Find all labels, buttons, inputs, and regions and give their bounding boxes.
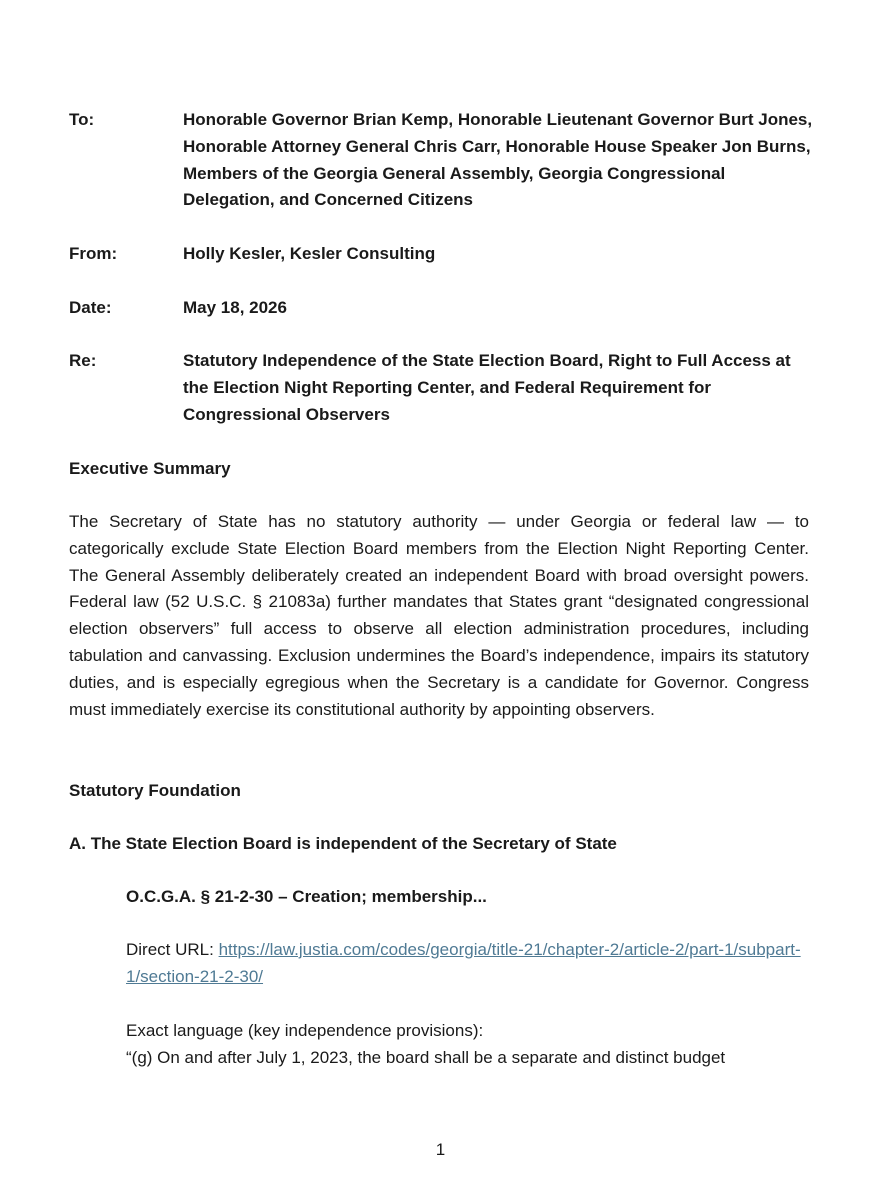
executive-summary-body: The Secretary of State has no statutory authority — under Georgia or federal law — to categorically exclude State Election Board members from the Election Night Reporting Center. The General Assembly deliberately created an independent Board with broad oversight powers. Federal law (52 U.S.C. § 21083a) further mandates that States grant “designated congressional election observers” full access to observe all election administration procedures, including tabulation and canvassing. Exclusion undermines the Board’s independence, impairs its statutory duties, and is especially egregious when the Secretary is a candidate for Governor. Congress must immediately exercise its constitutional authority by appointing observers. [69,512,809,719]
quote-start-text: “(g) On and after July 1, 2023, the board shall be a separate and distinct budget [126,1048,726,1067]
memo-from-value: Holly Kesler, Kesler Consulting [183,244,436,263]
executive-summary-heading: Executive Summary [69,459,231,478]
exact-language-label: Exact language (key independence provisions): [126,1021,484,1040]
memo-to-value: Honorable Governor Brian Kemp, Honorable Lieutenant Governor Burt Jones, Honorable Attorney General Chris Carr, Honorable House Speaker Jon Burns, Members of the Georgia General Assembly, Georgia Congressional Delegation, and Concerned Citizens [183,110,813,210]
memo-re-value: Statutory Independence of the State Election Board, Right to Full Access at the Election Night Reporting Center, and Federal Requirement for Congressional Observers [183,351,791,424]
direct-url-label: Direct URL: [126,940,219,959]
section-a-heading: A. The State Election Board is independent of the Secretary of State [69,834,617,853]
memo-date-value: May 18, 2026 [183,298,287,317]
memo-date-label: Date: [69,298,112,317]
page-number: 1 [435,1140,446,1159]
code-section-title: O.C.G.A. § 21-2-30 – Creation; membership... [126,887,487,906]
memo-to-label: To: [69,110,95,129]
memo-re-label: Re: [69,351,97,370]
direct-url-paragraph [126,937,806,991]
memo-from-label: From: [69,244,118,263]
statutory-foundation-heading: Statutory Foundation [69,781,241,800]
justia-url-link[interactable]: https://law.justia.com/codes/georgia/title-21/chapter-2/article-2/part-1/subpart-1/section-21-2-30/ [126,940,801,986]
